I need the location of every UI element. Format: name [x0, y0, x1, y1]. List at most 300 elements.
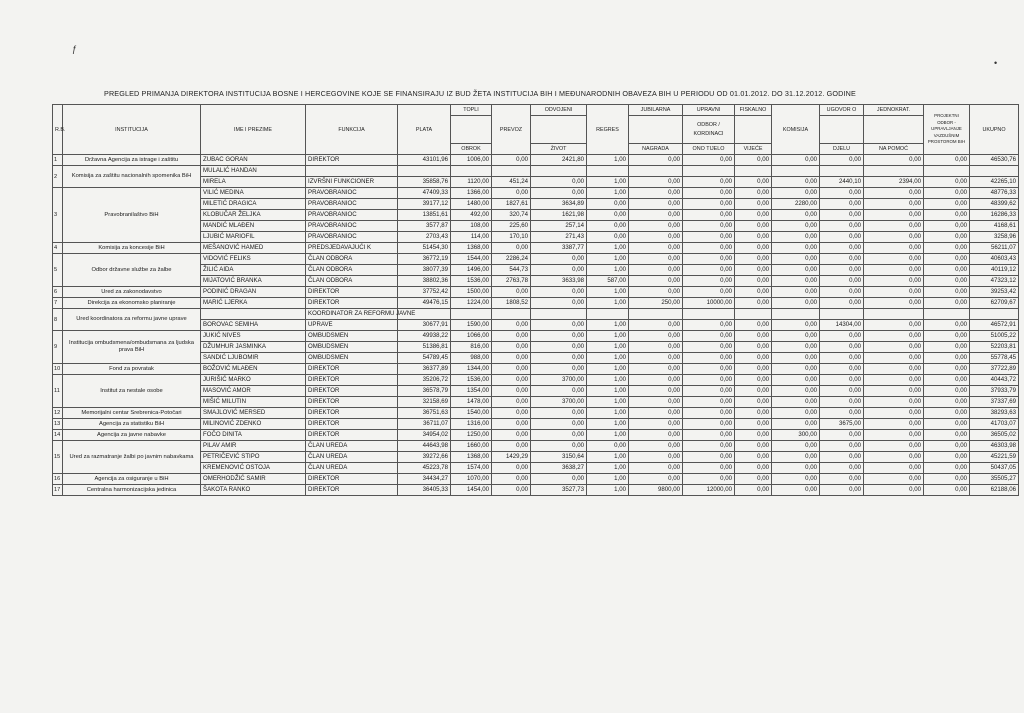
amount-cell: 0,00: [864, 221, 924, 232]
institution-name: Komisija za koncesije BiH: [63, 243, 201, 254]
institution-name: Ured za zakonodavstvo: [63, 287, 201, 298]
amount-cell: 0,00: [531, 188, 587, 199]
table-body: [53, 155, 1019, 496]
amount-cell: 0,00: [820, 463, 864, 474]
amount-cell: 320,74: [492, 210, 531, 221]
amount-cell: 0,00: [820, 364, 864, 375]
amount-cell: 49938,22: [398, 331, 451, 342]
row-number: 13: [53, 419, 63, 430]
amount-cell: 0,00: [531, 430, 587, 441]
amount-cell: 170,10: [492, 232, 531, 243]
col-fiskalno-top: FISKALNO: [735, 105, 772, 116]
amount-cell: 0,00: [531, 386, 587, 397]
col-odvojeni-bottom: ŽIVOT: [531, 144, 587, 155]
amount-cell: 0,00: [735, 155, 772, 166]
amount-cell: 0,00: [735, 221, 772, 232]
amount-cell: 62709,67: [970, 298, 1019, 309]
person-name: [201, 309, 306, 320]
amount-cell: 0,00: [492, 320, 531, 331]
col-upravni-mid1: ODBOR /: [697, 121, 720, 128]
function-title: ČLAN UREDA: [306, 463, 398, 474]
amount-cell: 225,60: [492, 221, 531, 232]
function-title: ČLAN ODBORA: [306, 265, 398, 276]
amount-cell: 0,00: [683, 188, 735, 199]
table-row: [53, 375, 1019, 386]
function-title: OMBUDSMEN: [306, 331, 398, 342]
amount-cell: 0,00: [492, 353, 531, 364]
amount-cell: 2703,43: [398, 232, 451, 243]
function-title: DIREKTOR: [306, 474, 398, 485]
amount-cell: 0,00: [492, 474, 531, 485]
table-row: [53, 408, 1019, 419]
amount-cell: 52203,81: [970, 342, 1019, 353]
person-name: KREMENOVIĆ OSTOJA: [201, 463, 306, 474]
function-title: DIREKTOR: [306, 485, 398, 496]
amount-cell: 0,00: [772, 177, 820, 188]
amount-cell: 0,00: [735, 287, 772, 298]
amount-cell: 0,00: [820, 254, 864, 265]
amount-cell: [451, 309, 492, 320]
amount-cell: 3150,64: [531, 452, 587, 463]
amount-cell: 0,00: [924, 276, 970, 287]
amount-cell: 0,00: [492, 485, 531, 496]
amount-cell: 0,00: [924, 243, 970, 254]
amount-cell: [772, 166, 820, 177]
col-jubilarna-bottom: NAGRADA: [629, 144, 683, 155]
amount-cell: 0,00: [735, 210, 772, 221]
amount-cell: 36405,33: [398, 485, 451, 496]
amount-cell: 0,00: [864, 287, 924, 298]
amount-cell: 16286,33: [970, 210, 1019, 221]
amount-cell: 0,00: [820, 243, 864, 254]
institution-name: Komisija za zaštitu nacionalnih spomenika BiH: [63, 166, 201, 188]
table-row: [53, 166, 1019, 177]
amount-cell: 0,00: [735, 254, 772, 265]
col-funkcija: FUNKCIJA: [306, 105, 398, 155]
function-title: DIREKTOR: [306, 287, 398, 298]
amount-cell: 0,00: [531, 353, 587, 364]
function-title: PRAVOBRANIOC: [306, 232, 398, 243]
amount-cell: 56211,07: [970, 243, 1019, 254]
amount-cell: 0,00: [683, 254, 735, 265]
amount-cell: 300,00: [772, 430, 820, 441]
amount-cell: 0,00: [820, 276, 864, 287]
col-ukupno: UKUPNO: [970, 105, 1019, 155]
amount-cell: 0,00: [492, 430, 531, 441]
amount-cell: [587, 309, 629, 320]
amount-cell: 1,00: [587, 254, 629, 265]
amount-cell: 0,00: [924, 375, 970, 386]
row-number: 4: [53, 243, 63, 254]
amount-cell: 0,00: [683, 320, 735, 331]
amount-cell: 38077,39: [398, 265, 451, 276]
amount-cell: 1808,52: [492, 298, 531, 309]
amount-cell: 587,00: [587, 276, 629, 287]
function-title: IZVRŠNI FUNKCIONER: [306, 177, 398, 188]
col-jednokrat-bottom: NA POMOĆ: [864, 144, 924, 155]
col-upravni-mid2: KORDINACI: [693, 130, 724, 137]
amount-cell: 35505,27: [970, 474, 1019, 485]
person-name: MIRELA: [201, 177, 306, 188]
amount-cell: 544,73: [492, 265, 531, 276]
amount-cell: 0,00: [735, 375, 772, 386]
person-name: JURIŠIĆ MARKO: [201, 375, 306, 386]
amount-cell: 0,00: [864, 210, 924, 221]
amount-cell: 451,24: [492, 177, 531, 188]
amount-cell: 45221,59: [970, 452, 1019, 463]
amount-cell: [629, 166, 683, 177]
amount-cell: 0,00: [820, 397, 864, 408]
amount-cell: 1366,00: [451, 188, 492, 199]
amount-cell: 48776,33: [970, 188, 1019, 199]
amount-cell: 0,00: [531, 441, 587, 452]
col-topli-bottom: OBROK: [451, 144, 492, 155]
amount-cell: 0,00: [864, 265, 924, 276]
amount-cell: [587, 166, 629, 177]
amount-cell: 1660,00: [451, 441, 492, 452]
person-name: MARIĆ LJERKA: [201, 298, 306, 309]
amount-cell: 1006,00: [451, 155, 492, 166]
person-name: BOŽOVIĆ MLAĐEN: [201, 364, 306, 375]
amount-cell: 0,00: [531, 331, 587, 342]
amount-cell: 35858,76: [398, 177, 451, 188]
amount-cell: 32158,69: [398, 397, 451, 408]
amount-cell: 0,00: [924, 463, 970, 474]
col-topli-blank: [451, 116, 492, 144]
amount-cell: 1,00: [587, 298, 629, 309]
amount-cell: [735, 166, 772, 177]
amount-cell: [531, 166, 587, 177]
amount-cell: 0,00: [629, 430, 683, 441]
amount-cell: 1536,00: [451, 375, 492, 386]
institution-name: Fond za povratak: [63, 364, 201, 375]
amount-cell: 0,00: [735, 320, 772, 331]
amount-cell: 1354,00: [451, 386, 492, 397]
amount-cell: [820, 309, 864, 320]
amount-cell: 0,00: [864, 188, 924, 199]
amount-cell: [864, 166, 924, 177]
amount-cell: 0,00: [924, 353, 970, 364]
person-name: MANDIĆ MLAĐEN: [201, 221, 306, 232]
amount-cell: 0,00: [531, 474, 587, 485]
amount-cell: 1,00: [587, 474, 629, 485]
amount-cell: 2440,10: [820, 177, 864, 188]
amount-cell: 0,00: [629, 452, 683, 463]
amount-cell: 108,00: [451, 221, 492, 232]
amount-cell: 37752,42: [398, 287, 451, 298]
col-upravni-top: UPRAVNI: [683, 105, 735, 116]
amount-cell: 0,00: [772, 342, 820, 353]
amount-cell: 0,00: [820, 287, 864, 298]
amount-cell: 0,00: [820, 430, 864, 441]
person-name: PODINIĆ DRAGAN: [201, 287, 306, 298]
amount-cell: 3634,89: [531, 199, 587, 210]
amount-cell: 0,00: [772, 254, 820, 265]
amount-cell: 0,00: [864, 408, 924, 419]
amount-cell: 0,00: [683, 199, 735, 210]
col-topli-top: TOPLI: [451, 105, 492, 116]
amount-cell: 1536,00: [451, 276, 492, 287]
amount-cell: 0,00: [864, 199, 924, 210]
amount-cell: 250,00: [629, 298, 683, 309]
amount-cell: 1224,00: [451, 298, 492, 309]
amount-cell: 0,00: [735, 419, 772, 430]
person-name: MASOVIĆ AMOR: [201, 386, 306, 397]
amount-cell: 43101,96: [398, 155, 451, 166]
amount-cell: 0,00: [587, 210, 629, 221]
amount-cell: 39253,42: [970, 287, 1019, 298]
col-ugovor-blank: [820, 116, 864, 144]
amount-cell: 0,00: [735, 408, 772, 419]
amount-cell: 1066,00: [451, 331, 492, 342]
amount-cell: 0,00: [683, 177, 735, 188]
amount-cell: 36377,89: [398, 364, 451, 375]
amount-cell: 0,00: [629, 342, 683, 353]
amount-cell: 1,00: [587, 342, 629, 353]
col-plata: PLATA: [398, 105, 451, 155]
amount-cell: 30677,91: [398, 320, 451, 331]
amount-cell: 0,00: [531, 254, 587, 265]
amount-cell: 37933,79: [970, 386, 1019, 397]
amount-cell: 0,00: [587, 199, 629, 210]
amount-cell: 0,00: [683, 386, 735, 397]
amount-cell: 0,00: [772, 298, 820, 309]
amount-cell: [683, 166, 735, 177]
amount-cell: 0,00: [683, 232, 735, 243]
amount-cell: 0,00: [772, 408, 820, 419]
amount-cell: 0,00: [820, 265, 864, 276]
table-row: [53, 364, 1019, 375]
amount-cell: 0,00: [735, 441, 772, 452]
amount-cell: 0,00: [492, 408, 531, 419]
amount-cell: 0,00: [735, 430, 772, 441]
amount-cell: 0,00: [772, 243, 820, 254]
amount-cell: 0,00: [864, 463, 924, 474]
amount-cell: 0,00: [492, 397, 531, 408]
col-jednokrat-top: JEDNOKRAT.: [864, 105, 924, 116]
person-name: MIJATOVIĆ BRANKA: [201, 276, 306, 287]
amount-cell: 40443,72: [970, 375, 1019, 386]
amount-cell: [970, 309, 1019, 320]
amount-cell: 10000,00: [683, 298, 735, 309]
amount-cell: 0,00: [820, 408, 864, 419]
amount-cell: 46530,76: [970, 155, 1019, 166]
amount-cell: 0,00: [924, 221, 970, 232]
amount-cell: [451, 166, 492, 177]
amount-cell: 0,00: [735, 276, 772, 287]
amount-cell: 54789,45: [398, 353, 451, 364]
row-number: 8: [53, 309, 63, 331]
amount-cell: 0,00: [629, 210, 683, 221]
amount-cell: 257,14: [531, 221, 587, 232]
amount-cell: 0,00: [629, 397, 683, 408]
amount-cell: 0,00: [587, 221, 629, 232]
amount-cell: 0,00: [772, 364, 820, 375]
row-number: 14: [53, 430, 63, 441]
table-row: [53, 254, 1019, 265]
function-title: PRAVOBRANIOC: [306, 210, 398, 221]
person-name: PETRIČEVIĆ STIPO: [201, 452, 306, 463]
amount-cell: 0,00: [629, 155, 683, 166]
amount-cell: 2421,80: [531, 155, 587, 166]
amount-cell: 0,00: [683, 353, 735, 364]
function-title: OMBUDSMEN: [306, 342, 398, 353]
col-upravni-bottom: ONO TIJELO: [683, 144, 735, 155]
amount-cell: 0,00: [531, 298, 587, 309]
amount-cell: 0,00: [864, 243, 924, 254]
col-prevoz: PREVOZ: [492, 105, 531, 155]
amount-cell: 0,00: [820, 452, 864, 463]
amount-cell: 0,00: [629, 320, 683, 331]
function-title: DIREKTOR: [306, 375, 398, 386]
amount-cell: 1,00: [587, 397, 629, 408]
amount-cell: 0,00: [772, 452, 820, 463]
amount-cell: 0,00: [820, 474, 864, 485]
amount-cell: 0,00: [683, 210, 735, 221]
amount-cell: 0,00: [735, 463, 772, 474]
col-jubilarna-blank: [629, 116, 683, 144]
amount-cell: 2286,24: [492, 254, 531, 265]
institution-name: Ured za razmatranje žalbi po javnim nabavkama: [63, 441, 201, 474]
table-row: [53, 441, 1019, 452]
col-projektni: PROJEKTNI ODBOR - UPRAVLJANJE VAZDUŠNIM PROSTOROM BIH: [924, 105, 970, 155]
col-upravni-mid: [683, 116, 735, 144]
amount-cell: 36751,63: [398, 408, 451, 419]
amount-cell: 0,00: [629, 287, 683, 298]
table-row: [53, 474, 1019, 485]
amount-cell: 37337,69: [970, 397, 1019, 408]
amount-cell: 0,00: [820, 331, 864, 342]
amount-cell: 0,00: [492, 419, 531, 430]
amount-cell: 816,00: [451, 342, 492, 353]
amount-cell: 0,00: [587, 232, 629, 243]
amount-cell: 0,00: [492, 375, 531, 386]
row-number: 2: [53, 166, 63, 188]
amount-cell: 0,00: [683, 342, 735, 353]
amount-cell: 0,00: [924, 287, 970, 298]
amount-cell: 1,00: [587, 177, 629, 188]
amount-cell: 0,00: [735, 364, 772, 375]
amount-cell: 0,00: [531, 265, 587, 276]
amount-cell: 0,00: [735, 265, 772, 276]
amount-cell: 0,00: [864, 232, 924, 243]
person-name: JUKIĆ NIVES: [201, 331, 306, 342]
function-title: ČLAN ODBORA: [306, 276, 398, 287]
amount-cell: 0,00: [735, 353, 772, 364]
institution-name: Državna Agencija za istrage i zaštitu: [63, 155, 201, 166]
amount-cell: 0,00: [735, 243, 772, 254]
amount-cell: 492,00: [451, 210, 492, 221]
amount-cell: 0,00: [820, 221, 864, 232]
function-title: ČLAN ODBORA: [306, 254, 398, 265]
amount-cell: 0,00: [820, 375, 864, 386]
amount-cell: 1120,00: [451, 177, 492, 188]
amount-cell: 1,00: [587, 287, 629, 298]
amount-cell: 0,00: [735, 331, 772, 342]
amount-cell: 36578,79: [398, 386, 451, 397]
salary-table: [52, 104, 1019, 496]
amount-cell: 47323,12: [970, 276, 1019, 287]
amount-cell: 0,00: [772, 386, 820, 397]
function-title: DIREKTOR: [306, 386, 398, 397]
amount-cell: 0,00: [629, 419, 683, 430]
amount-cell: 51386,81: [398, 342, 451, 353]
amount-cell: 0,00: [492, 331, 531, 342]
person-name: MULALIĆ HANDAN: [201, 166, 306, 177]
person-name: OMERHODŽIĆ SAMIR: [201, 474, 306, 485]
amount-cell: 1,00: [587, 375, 629, 386]
amount-cell: 0,00: [820, 386, 864, 397]
amount-cell: 1250,00: [451, 430, 492, 441]
function-title: DIREKTOR: [306, 419, 398, 430]
amount-cell: 0,00: [924, 364, 970, 375]
amount-cell: 36505,02: [970, 430, 1019, 441]
row-number: 12: [53, 408, 63, 419]
amount-cell: 34434,27: [398, 474, 451, 485]
amount-cell: 0,00: [531, 287, 587, 298]
amount-cell: 1,00: [587, 430, 629, 441]
amount-cell: 0,00: [924, 430, 970, 441]
person-name: ŠAKOTA RANKO: [201, 485, 306, 496]
amount-cell: [683, 309, 735, 320]
amount-cell: [629, 309, 683, 320]
amount-cell: 1496,00: [451, 265, 492, 276]
amount-cell: 12000,00: [683, 485, 735, 496]
scan-speck-icon: •: [994, 58, 998, 68]
person-name: DŽUMHUR JASMINKA: [201, 342, 306, 353]
amount-cell: 0,00: [820, 188, 864, 199]
amount-cell: 46303,98: [970, 441, 1019, 452]
scan-speck-icon: ƒ: [72, 44, 78, 54]
amount-cell: 0,00: [629, 265, 683, 276]
amount-cell: 0,00: [683, 221, 735, 232]
amount-cell: 0,00: [864, 485, 924, 496]
amount-cell: 1,00: [587, 188, 629, 199]
amount-cell: 0,00: [924, 210, 970, 221]
amount-cell: 0,00: [772, 232, 820, 243]
amount-cell: [492, 309, 531, 320]
amount-cell: 0,00: [820, 342, 864, 353]
amount-cell: 0,00: [683, 474, 735, 485]
amount-cell: 51454,30: [398, 243, 451, 254]
amount-cell: 0,00: [924, 485, 970, 496]
amount-cell: 0,00: [772, 463, 820, 474]
amount-cell: 0,00: [629, 232, 683, 243]
amount-cell: 0,00: [924, 298, 970, 309]
institution-name: Memorijalni centar Srebrenica-Potočari: [63, 408, 201, 419]
function-title: DIREKTOR: [306, 155, 398, 166]
amount-cell: 0,00: [924, 199, 970, 210]
amount-cell: 0,00: [492, 386, 531, 397]
institution-name: Direkcija za ekonomsko planiranje: [63, 298, 201, 309]
function-title: [306, 166, 398, 177]
col-fiskalno-blank: [735, 116, 772, 144]
institution-name: Institut za nestale osobe: [63, 375, 201, 408]
amount-cell: 1344,00: [451, 364, 492, 375]
function-title: PREDSJEDAVAJUĆI K: [306, 243, 398, 254]
table-row: [53, 430, 1019, 441]
amount-cell: 0,00: [735, 485, 772, 496]
person-name: LJUBIĆ MARIOFIL: [201, 232, 306, 243]
amount-cell: 1368,00: [451, 452, 492, 463]
amount-cell: 1,00: [587, 155, 629, 166]
amount-cell: 46572,91: [970, 320, 1019, 331]
amount-cell: 0,00: [629, 386, 683, 397]
person-name: PILAV AMIR: [201, 441, 306, 452]
amount-cell: 0,00: [924, 342, 970, 353]
amount-cell: 0,00: [820, 232, 864, 243]
amount-cell: 0,00: [492, 463, 531, 474]
